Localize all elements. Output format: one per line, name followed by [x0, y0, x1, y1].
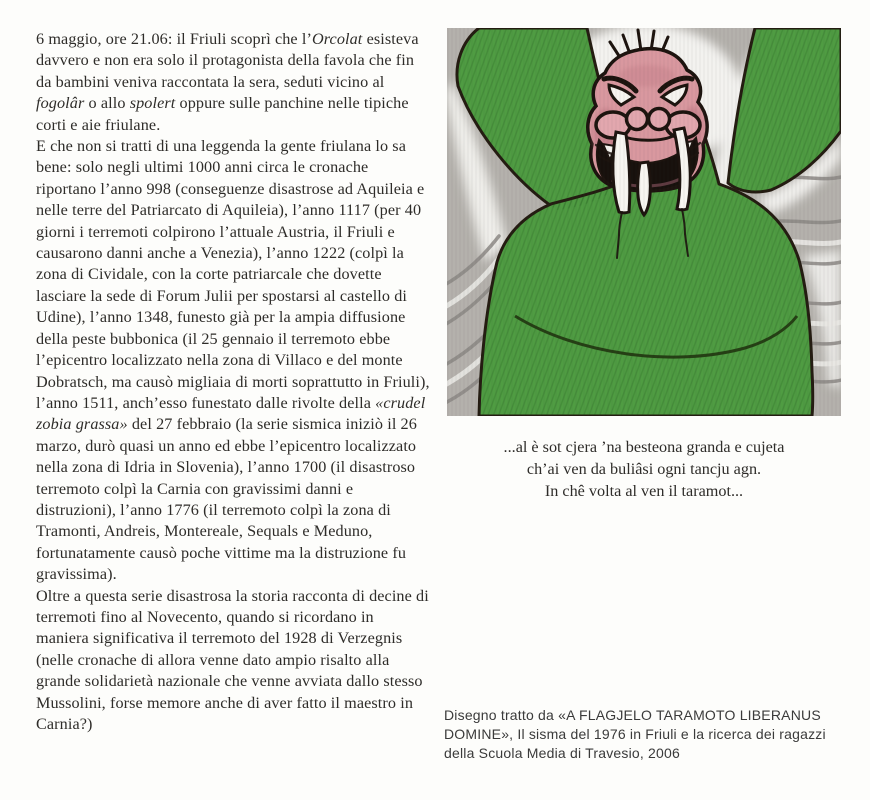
paragraph-novecento: Oltre a questa serie disastrosa la storia racconta di decine di terremoti fino al Novecento, quando si ricordano in maniera significativa il terremoto del 1928 di Verzegnis (nelle cronache di allora venne dato ampio risalto alla grande solidarietà nazionale che venne avviata dallo stesso Mussolini, forse memore anche di aver fatto il maestro in Carnia?) — [36, 586, 429, 733]
caption-line-3: In chê volta al ven il taramot... — [544, 481, 744, 500]
orcolat-drawing-svg — [447, 28, 841, 416]
paragraph-earthquake-history: E che non si tratti di una leggenda la gente friulana lo sa bene: solo negli ultimi 1000 anni circa le cronache riportano l’anno 998 (conseguenze disastrose ad Aquileia e nelle terre del Patriarcato di Aquileia), l’anno 1117 (per 40 giorni i terremoti colpirono l’attuale Austria, il Friuli e causarono danni anche a Venezia), l’anno 1222 (colpì la zona di Cividale, con la corte patriarcale che dovette lasciare la sede di Forum Julii per spostarsi al castello di Udine), l’anno 1348, funesto già per la ampia diffusione della peste bubbonica (il 25 gennaio il terremoto ebbe l’epicentro localizzato nella zona di Villaco e del monte Dobratsch, ma causò migliaia di morti soprattutto in Friuli), l’anno 1511, anch’esso funestato dalle rivolte della «crudel zobia grassa» del 27 febbraio (la serie sismica iniziò il 26 marzo, durò quasi un anno ed ebbe l’epicentro localizzato nella zona di Idria in Slovenia), l’anno 1700 (il disastroso terremoto colpì la Carnia con gravissimi danni e distruzioni), l’anno 1776 (il terremoto colpì la zona di Tramonti, Andreis, Montereale, Sequals e Meduno, fortunatamente causò poche vittime ma la distruzione fu gravissima). — [36, 137, 430, 584]
credit-line-1: Disegno tratto da «A FLAGJELO TARAMOTO LIBERANUS — [444, 707, 821, 723]
credit-line-2: DOMINE», Il sisma del 1976 in Friuli e la ricerca dei ragazzi — [444, 726, 826, 742]
paragraph-intro: 6 maggio, ore 21.06: il Friuli scoprì che l’Orcolat esisteva davvero e non era solo il protagonista della favola che fin da bambini veniva raccontata la sera, seduti vicino al fogolâr o allo spolert oppure sulle panchine nelle tipiche corti e aie friulane. — [36, 30, 419, 134]
caption-line-1: ...al è sot cjera ’na besteona granda e cujeta — [503, 438, 785, 456]
orcolat-illustration — [447, 28, 841, 416]
figure-caption — [447, 437, 841, 502]
credit-line-3: della Scuola Media di Travesio, 2006 — [444, 745, 681, 761]
scan-texture-overlay — [447, 28, 841, 416]
article-text — [36, 29, 430, 735]
caption-line-2: ch’ai ven da buliâsi ogni tancju agn. — [526, 459, 762, 478]
figure-credit — [444, 706, 856, 763]
